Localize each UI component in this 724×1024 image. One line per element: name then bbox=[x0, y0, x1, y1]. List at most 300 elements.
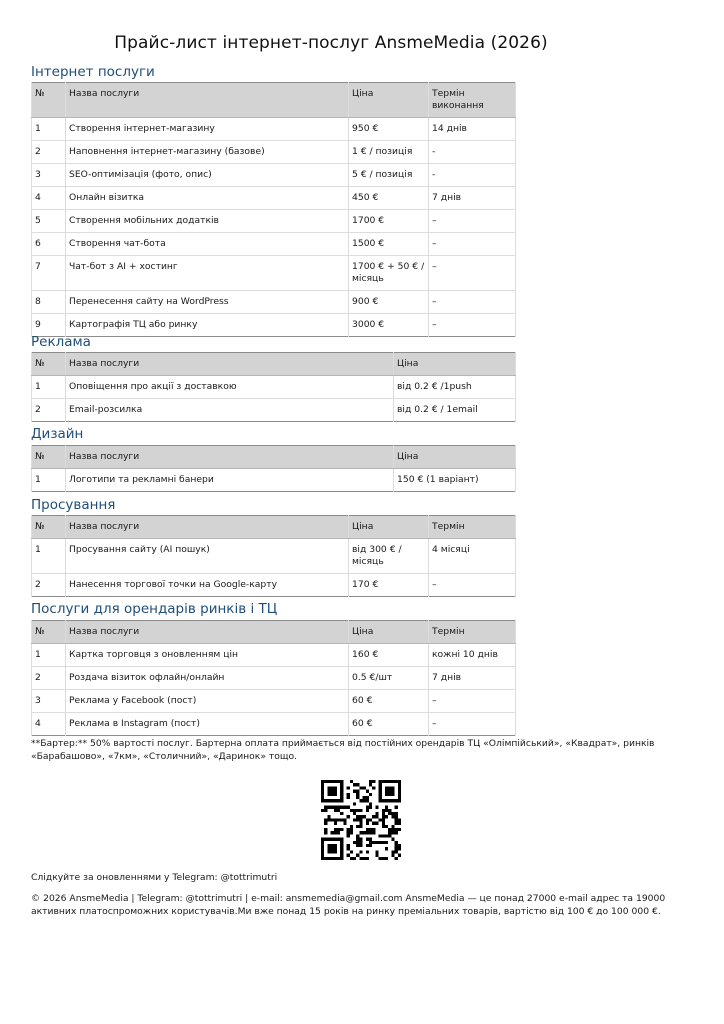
qr-module bbox=[324, 799, 327, 802]
qr-module bbox=[340, 786, 343, 789]
qr-module bbox=[347, 793, 350, 796]
header-term: Термін виконання bbox=[429, 83, 516, 118]
qr-module bbox=[366, 818, 369, 821]
qr-module bbox=[388, 790, 391, 793]
table-row bbox=[32, 469, 516, 492]
table-market-tenants bbox=[31, 620, 516, 736]
qr-module bbox=[375, 850, 378, 853]
header-price: Ціна bbox=[349, 621, 429, 644]
qr-module bbox=[327, 857, 330, 860]
qr-module bbox=[347, 847, 350, 850]
table-header-row bbox=[32, 83, 516, 118]
qr-module bbox=[331, 793, 334, 796]
qr-module bbox=[359, 809, 362, 812]
qr-module bbox=[353, 790, 356, 793]
qr-module bbox=[382, 822, 385, 825]
cell-service-name: Логотипи та рекламні банери bbox=[66, 469, 394, 492]
cell-price: 1700 € + 50 € / місяць bbox=[349, 256, 429, 291]
qr-module bbox=[353, 841, 356, 844]
qr-module bbox=[334, 844, 337, 847]
qr-module bbox=[327, 844, 330, 847]
cell-number: 1 bbox=[32, 118, 66, 141]
qr-module bbox=[340, 838, 343, 841]
cell-number: 1 bbox=[32, 469, 66, 492]
cell-number: 3 bbox=[32, 690, 66, 713]
qr-module bbox=[391, 780, 394, 783]
qr-module bbox=[331, 847, 334, 850]
qr-module bbox=[391, 786, 394, 789]
section-title-promotion: Просування bbox=[31, 497, 116, 513]
cell-term: кожні 10 днів bbox=[429, 644, 516, 667]
cell-price: 160 € bbox=[349, 644, 429, 667]
qr-module bbox=[369, 793, 372, 796]
qr-module bbox=[321, 809, 324, 812]
qr-module bbox=[379, 834, 382, 837]
qr-module bbox=[369, 802, 372, 805]
cell-price: 3000 € bbox=[349, 314, 429, 337]
cell-term: 4 місяці bbox=[429, 539, 516, 574]
qr-module bbox=[372, 780, 375, 783]
qr-module bbox=[337, 806, 340, 809]
header-price: Ціна bbox=[394, 353, 516, 376]
qr-module bbox=[327, 850, 330, 853]
qr-module bbox=[353, 812, 356, 815]
cell-term: - bbox=[429, 164, 516, 187]
header-service-name: Назва послуги bbox=[66, 446, 394, 469]
qr-module bbox=[382, 841, 385, 844]
qr-module bbox=[375, 806, 378, 809]
qr-module bbox=[363, 796, 366, 799]
cell-service-name: Створення мобільних додатків bbox=[66, 210, 349, 233]
qr-module bbox=[356, 793, 359, 796]
cell-service-name: Нанесення торгової точки на Google-карту bbox=[66, 574, 349, 597]
qr-module bbox=[334, 806, 337, 809]
qr-module bbox=[375, 854, 378, 857]
qr-module bbox=[337, 818, 340, 821]
header-service-name: Назва послуги bbox=[66, 621, 349, 644]
qr-module bbox=[388, 780, 391, 783]
section-title-internet-services: Інтернет послуги bbox=[31, 64, 155, 80]
qr-module bbox=[369, 841, 372, 844]
header-number: № bbox=[32, 83, 66, 118]
cell-price: 950 € bbox=[349, 118, 429, 141]
cell-term: – bbox=[429, 314, 516, 337]
header-number: № bbox=[32, 446, 66, 469]
qr-module bbox=[340, 793, 343, 796]
qr-module bbox=[369, 838, 372, 841]
qr-module bbox=[382, 825, 385, 828]
document-title: Прайс-лист інтернет-послуг AnsmeMedia (2026) bbox=[114, 33, 548, 53]
cell-term: – bbox=[429, 256, 516, 291]
qr-module bbox=[363, 799, 366, 802]
qr-module bbox=[347, 828, 350, 831]
qr-module bbox=[340, 790, 343, 793]
cell-number: 9 bbox=[32, 314, 66, 337]
qr-module bbox=[356, 790, 359, 793]
qr-module bbox=[321, 857, 324, 860]
header-number: № bbox=[32, 621, 66, 644]
qr-module bbox=[353, 818, 356, 821]
qr-module bbox=[327, 806, 330, 809]
qr-module bbox=[398, 847, 401, 850]
qr-module bbox=[379, 780, 382, 783]
qr-module bbox=[375, 812, 378, 815]
table-row bbox=[32, 187, 516, 210]
qr-module bbox=[356, 841, 359, 844]
qr-module bbox=[385, 847, 388, 850]
cell-term: 7 днів bbox=[429, 187, 516, 210]
barter-note: **Бартер:** 50% вартості послуг. Бартерна оплата приймається від постійних орендарів ТЦ «Олімпійський», «Квадрат», ринків «Барабашово», «7км», «Столичний», «Даринок» тощо. bbox=[31, 738, 655, 762]
qr-module bbox=[385, 790, 388, 793]
qr-module bbox=[334, 786, 337, 789]
qr-module bbox=[321, 838, 324, 841]
qr-module bbox=[369, 844, 372, 847]
table-row bbox=[32, 141, 516, 164]
qr-module bbox=[388, 831, 391, 834]
qr-module bbox=[366, 799, 369, 802]
table-row bbox=[32, 314, 516, 337]
qr-module bbox=[359, 825, 362, 828]
qr-module bbox=[356, 809, 359, 812]
qr-module bbox=[379, 786, 382, 789]
qr-module bbox=[395, 841, 398, 844]
footer-text: © 2026 AnsmeMedia | Telegram: @tottrimutri | e-mail: ansmemedia@gmail.com AnsmeMedia — це понад 27000 e-mail адрес та 19000 активних платоспроможних користувачів.Ми вже понад 15 років на ринку преміальних товарів, вартістю від 100 € до 100 000 €. bbox=[31, 893, 666, 917]
qr-module bbox=[327, 790, 330, 793]
qr-module bbox=[334, 828, 337, 831]
qr-module bbox=[385, 834, 388, 837]
cell-term: – bbox=[429, 690, 516, 713]
qr-module bbox=[350, 857, 353, 860]
cell-term: 14 днів bbox=[429, 118, 516, 141]
qr-module bbox=[379, 799, 382, 802]
qr-module bbox=[379, 818, 382, 821]
qr-module bbox=[382, 857, 385, 860]
qr-module bbox=[321, 854, 324, 857]
qr-module bbox=[398, 793, 401, 796]
qr-module bbox=[391, 815, 394, 818]
qr-module bbox=[353, 783, 356, 786]
qr-module bbox=[359, 815, 362, 818]
table-row bbox=[32, 291, 516, 314]
qr-module bbox=[334, 818, 337, 821]
qr-module bbox=[382, 799, 385, 802]
section-title-design: Дизайн bbox=[31, 426, 84, 442]
qr-module bbox=[366, 822, 369, 825]
qr-module bbox=[375, 841, 378, 844]
qr-module bbox=[331, 831, 334, 834]
qr-module bbox=[324, 822, 327, 825]
qr-module bbox=[347, 831, 350, 834]
cell-service-name: Наповнення інтернет-магазину (базове) bbox=[66, 141, 349, 164]
qr-module bbox=[391, 850, 394, 853]
qr-module bbox=[353, 809, 356, 812]
qr-module bbox=[334, 838, 337, 841]
table-row bbox=[32, 399, 516, 422]
qr-module bbox=[356, 834, 359, 837]
header-service-name: Назва послуги bbox=[66, 353, 394, 376]
qr-module bbox=[398, 790, 401, 793]
qr-module bbox=[337, 857, 340, 860]
qr-module bbox=[395, 818, 398, 821]
qr-module bbox=[395, 857, 398, 860]
qr-module bbox=[395, 828, 398, 831]
qr-module bbox=[391, 790, 394, 793]
qr-module bbox=[363, 857, 366, 860]
header-service-name: Назва послуги bbox=[66, 83, 349, 118]
cell-service-name: Реклама у Facebook (пост) bbox=[66, 690, 349, 713]
header-term: Термін bbox=[429, 621, 516, 644]
qr-module bbox=[331, 838, 334, 841]
qr-module bbox=[366, 809, 369, 812]
table-advertising bbox=[31, 352, 516, 422]
qr-module bbox=[340, 850, 343, 853]
qr-module bbox=[385, 799, 388, 802]
qr-module bbox=[321, 850, 324, 853]
qr-module bbox=[391, 838, 394, 841]
cell-price: 450 € bbox=[349, 187, 429, 210]
qr-module bbox=[363, 831, 366, 834]
cell-price: 150 € (1 варіант) bbox=[394, 469, 516, 492]
qr-module bbox=[334, 809, 337, 812]
cell-number: 8 bbox=[32, 291, 66, 314]
qr-module bbox=[375, 822, 378, 825]
qr-module bbox=[388, 809, 391, 812]
section-title-advertising: Реклама bbox=[31, 334, 91, 350]
qr-module bbox=[337, 799, 340, 802]
qr-module bbox=[395, 844, 398, 847]
table-row bbox=[32, 574, 516, 597]
qr-module bbox=[366, 796, 369, 799]
qr-module bbox=[398, 783, 401, 786]
qr-module bbox=[340, 783, 343, 786]
qr-module bbox=[359, 831, 362, 834]
qr-module bbox=[382, 780, 385, 783]
qr-module bbox=[331, 780, 334, 783]
header-number: № bbox=[32, 353, 66, 376]
qr-module bbox=[369, 806, 372, 809]
qr-module bbox=[334, 831, 337, 834]
qr-module bbox=[321, 847, 324, 850]
cell-number: 7 bbox=[32, 256, 66, 291]
qr-module bbox=[385, 786, 388, 789]
cell-number: 4 bbox=[32, 187, 66, 210]
qr-module bbox=[334, 790, 337, 793]
qr-module bbox=[388, 793, 391, 796]
table-row bbox=[32, 690, 516, 713]
qr-module bbox=[337, 780, 340, 783]
qr-module bbox=[359, 799, 362, 802]
qr-module bbox=[340, 796, 343, 799]
qr-module bbox=[331, 857, 334, 860]
qr-module bbox=[391, 828, 394, 831]
qr-module bbox=[327, 793, 330, 796]
qr-module bbox=[321, 796, 324, 799]
qr-module bbox=[398, 854, 401, 857]
qr-module bbox=[388, 812, 391, 815]
cell-term: – bbox=[429, 291, 516, 314]
qr-module bbox=[347, 796, 350, 799]
table-row bbox=[32, 210, 516, 233]
qr-module bbox=[321, 799, 324, 802]
telegram-follow-text: Слідкуйте за оновленнями у Telegram: @tottrimutri bbox=[31, 872, 278, 883]
qr-module bbox=[379, 793, 382, 796]
qr-module bbox=[324, 806, 327, 809]
qr-module bbox=[366, 790, 369, 793]
qr-module bbox=[337, 828, 340, 831]
cell-price: від 0.2 € / 1email bbox=[394, 399, 516, 422]
qr-module bbox=[340, 841, 343, 844]
qr-module bbox=[353, 857, 356, 860]
qr-module bbox=[391, 831, 394, 834]
qr-module bbox=[382, 834, 385, 837]
cell-service-name: Створення чат-бота bbox=[66, 233, 349, 256]
qr-module bbox=[359, 857, 362, 860]
qr-module bbox=[340, 818, 343, 821]
qr-module bbox=[340, 847, 343, 850]
qr-module bbox=[391, 854, 394, 857]
header-term: Термін bbox=[429, 516, 516, 539]
qr-module bbox=[356, 796, 359, 799]
qr-module bbox=[385, 841, 388, 844]
qr-module bbox=[327, 818, 330, 821]
qr-module bbox=[356, 783, 359, 786]
qr-module bbox=[359, 850, 362, 853]
table-row bbox=[32, 256, 516, 291]
cell-service-name: Роздача візиток офлайн/онлайн bbox=[66, 667, 349, 690]
qr-module bbox=[356, 854, 359, 857]
cell-number: 1 bbox=[32, 644, 66, 667]
cell-price: від 300 € / місяць bbox=[349, 539, 429, 574]
qr-module bbox=[350, 825, 353, 828]
table-header-row bbox=[32, 516, 516, 539]
qr-module bbox=[321, 780, 324, 783]
qr-module bbox=[382, 815, 385, 818]
qr-module bbox=[395, 815, 398, 818]
qr-module bbox=[372, 815, 375, 818]
qr-module bbox=[350, 831, 353, 834]
cell-service-name: Чат-бот з AI + хостинг bbox=[66, 256, 349, 291]
qr-module bbox=[321, 793, 324, 796]
qr-module bbox=[321, 790, 324, 793]
qr-module bbox=[324, 831, 327, 834]
qr-module bbox=[350, 828, 353, 831]
cell-price: 1 € / позиція bbox=[349, 141, 429, 164]
qr-module bbox=[369, 831, 372, 834]
qr-module bbox=[324, 828, 327, 831]
qr-module bbox=[379, 783, 382, 786]
qr-module bbox=[395, 847, 398, 850]
cell-number: 2 bbox=[32, 574, 66, 597]
table-header-row bbox=[32, 353, 516, 376]
qr-module bbox=[385, 780, 388, 783]
qr-module bbox=[340, 780, 343, 783]
qr-module bbox=[334, 780, 337, 783]
qr-module bbox=[327, 799, 330, 802]
qr-module bbox=[372, 828, 375, 831]
qr-module bbox=[321, 841, 324, 844]
qr-module bbox=[395, 799, 398, 802]
qr-module bbox=[334, 793, 337, 796]
qr-module bbox=[398, 822, 401, 825]
cell-term: – bbox=[429, 210, 516, 233]
qr-module bbox=[327, 815, 330, 818]
qr-module bbox=[321, 786, 324, 789]
cell-price: 1700 € bbox=[349, 210, 429, 233]
qr-module bbox=[366, 828, 369, 831]
qr-module bbox=[372, 831, 375, 834]
qr-module bbox=[366, 831, 369, 834]
qr-module bbox=[321, 844, 324, 847]
qr-module bbox=[395, 812, 398, 815]
qr-module bbox=[327, 786, 330, 789]
header-price: Ціна bbox=[349, 516, 429, 539]
qr-module bbox=[372, 841, 375, 844]
qr-module bbox=[359, 786, 362, 789]
cell-number: 1 bbox=[32, 376, 66, 399]
table-row bbox=[32, 644, 516, 667]
qr-module bbox=[324, 838, 327, 841]
qr-module bbox=[382, 812, 385, 815]
header-price: Ціна bbox=[349, 83, 429, 118]
table-promotion bbox=[31, 515, 516, 597]
qr-module bbox=[359, 844, 362, 847]
cell-term: – bbox=[429, 233, 516, 256]
qr-module bbox=[385, 806, 388, 809]
cell-price: 900 € bbox=[349, 291, 429, 314]
qr-module bbox=[385, 809, 388, 812]
qr-module bbox=[385, 857, 388, 860]
qr-module bbox=[331, 790, 334, 793]
cell-number: 5 bbox=[32, 210, 66, 233]
cell-number: 2 bbox=[32, 667, 66, 690]
qr-module bbox=[388, 799, 391, 802]
qr-module bbox=[379, 841, 382, 844]
qr-module bbox=[366, 806, 369, 809]
qr-module bbox=[347, 786, 350, 789]
qr-module bbox=[347, 854, 350, 857]
qr-module bbox=[398, 796, 401, 799]
qr-module bbox=[337, 809, 340, 812]
qr-module bbox=[353, 802, 356, 805]
cell-term: 7 днів bbox=[429, 667, 516, 690]
cell-price: 60 € bbox=[349, 713, 429, 736]
qr-module bbox=[324, 818, 327, 821]
cell-service-name: Реклама в Instagram (пост) bbox=[66, 713, 349, 736]
qr-module bbox=[343, 822, 346, 825]
table-row bbox=[32, 667, 516, 690]
table-row bbox=[32, 713, 516, 736]
qr-module bbox=[334, 799, 337, 802]
qr-module bbox=[327, 847, 330, 850]
qr-module bbox=[388, 834, 391, 837]
cell-service-name: Картографія ТЦ або ринку bbox=[66, 314, 349, 337]
cell-service-name: SEO-оптимізація (фото, опис) bbox=[66, 164, 349, 187]
qr-module bbox=[398, 844, 401, 847]
qr-module bbox=[391, 812, 394, 815]
qr-module bbox=[372, 822, 375, 825]
qr-module bbox=[327, 780, 330, 783]
qr-module bbox=[334, 857, 337, 860]
qr-module bbox=[331, 818, 334, 821]
qr-module bbox=[340, 799, 343, 802]
qr-module bbox=[379, 790, 382, 793]
cell-price: 0.5 €/шт bbox=[349, 667, 429, 690]
qr-module bbox=[398, 799, 401, 802]
header-service-name: Назва послуги bbox=[66, 516, 349, 539]
qr-module bbox=[340, 854, 343, 857]
qr-module bbox=[391, 793, 394, 796]
table-internet-services bbox=[31, 82, 516, 337]
